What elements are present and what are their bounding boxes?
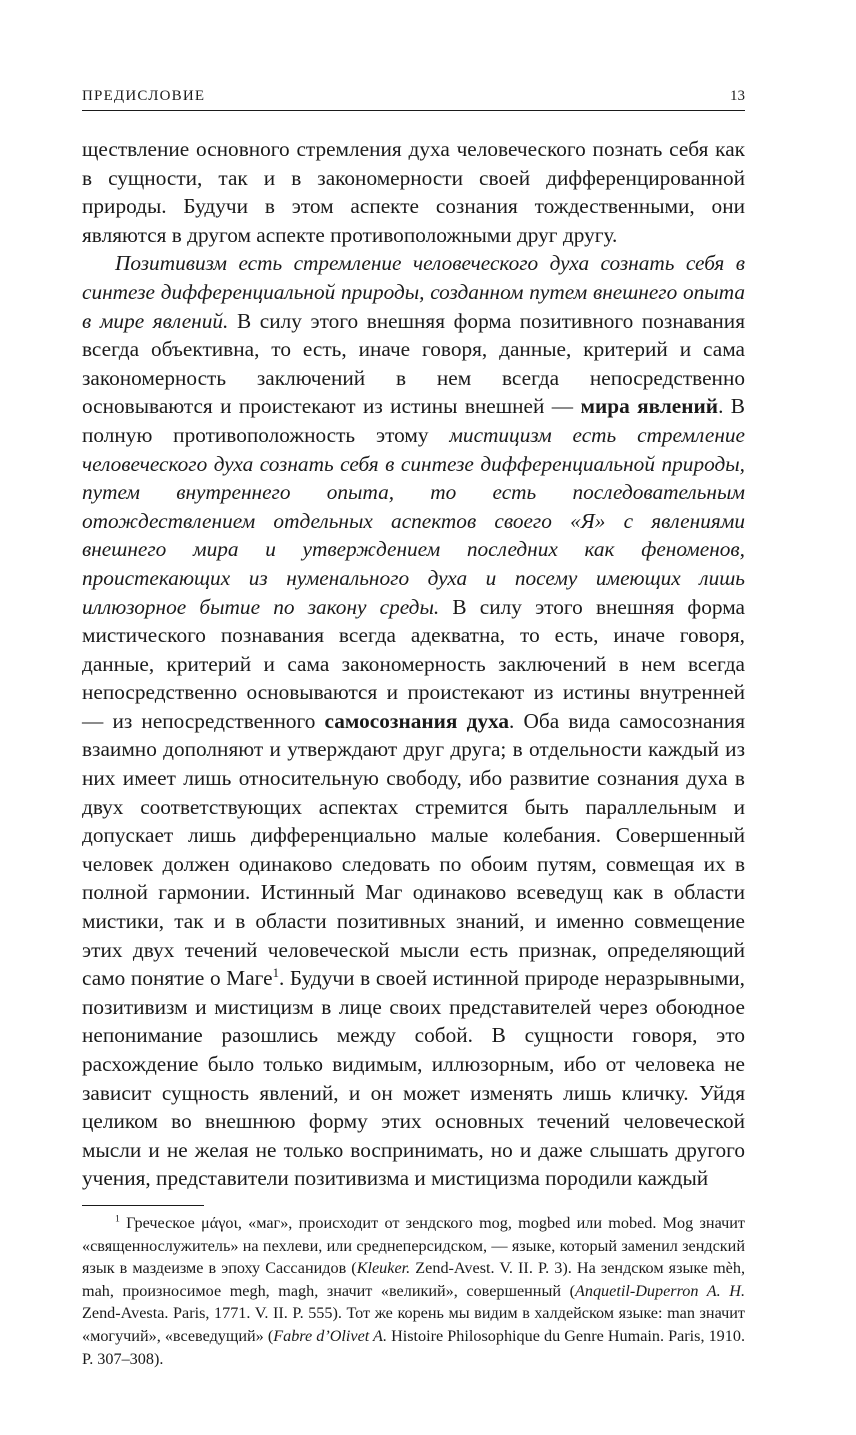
positivism-definition: Позитивизм есть стремление человеческого духа сознать себя в синтезе дифференциальной природы, созданном путем внешнего опыта в мире явлений. (82, 251, 745, 333)
paragraph-1: ществление основного стремления духа человеческого познать себя как в сущности, так и в закономерности своей дифференцированной природы. Будучи в этом аспекте сознания тождественными, они являются в другом аспекте противоположными друг другу. (82, 137, 745, 247)
citation-author: Anquetil-Duperron A. H. (574, 1281, 745, 1300)
footnote-1 (82, 1212, 745, 1370)
paragraph-2 (82, 249, 745, 1193)
chapter-title: ПРЕДИСЛОВИЕ (82, 88, 206, 104)
text-span: . Оба вида самосознания взаимно дополняют и утверждают друг друга; в отдельности каждый из них имеет лишь относительную свободу, ибо развитие сознания духа в двух соответствующих аспектах стремится быть параллельным и допускает лишь дифференциально малые колебания. Совершенный человек должен одинаково следовать по обоим путям, совмещая их в полной гармонии. Истинный Маг одинаково всеведущ как в области мистики, так и в области позитивных знаний, и именно совмещение этих двух течений человеческой мысли есть признак, определяющий само понятие о Маге (82, 708, 746, 991)
footnote-text: Zend-Avesta. Paris, 1771. V. II. P. 555). Тот же корень мы видим в халдейском языке: man значит «могучий», «всеведущий» ( (82, 1304, 745, 1345)
text-span: . В полную противоположность этому (82, 394, 745, 447)
citation-author: Fabre d’Olivet A. (273, 1326, 387, 1345)
citation-author: Kleuker. (356, 1259, 411, 1278)
footnote-marker: 1 (115, 1213, 120, 1225)
main-text (82, 135, 745, 1193)
footnote-text: Zend-Avest. V. II. P. 3). На зендском языке mèh, mah, произносимое megh, magh, значит «великий», совершенный ( (82, 1259, 745, 1300)
emphasis-self-consciousness: самосознания духа (324, 708, 510, 733)
page-number: 13 (730, 88, 745, 104)
footnote-text: Histoire Philosophique du Genre Humain. Paris, 1910. P. 307–308). (82, 1326, 745, 1368)
footnote-text: Греческое μάγοι, «маг», происходит от зендского mog, mogbed или mobed. Mog значит «священнослужитель» на пехлеви, или среднеперсидском, — языке, который заменил зендский язык в маздеизме в эпоху Сассанидов ( (82, 1213, 745, 1278)
mysticism-definition: мистицизм есть стремление человеческого духа сознать себя в синтезе дифференциальной природы, путем внутреннего опыта, то есть последовательным отождествлением отдельных аспектов своего «Я» с явлениями внешнего мира и утверждением последних как феноменов, проистекающих из нуменального духа и посему имеющих лишь иллюзорное бытие по закону среды. (82, 422, 745, 619)
book-page (82, 88, 745, 1370)
text-span: В силу этого внешняя форма позитивного познавания всегда объективна, то есть, иначе говоря, данные, критерий и сама закономерность заключений в нем всегда непосредственно основываются и проистекают из истины внешней — (82, 308, 745, 419)
text-span: . Будучи в своей истинной природе неразрывными, позитивизм и мистицизм в лице своих представителей через обоюдное непонимание разошлись между собой. В сущности говоря, это расхождение было только видимым, иллюзорным, ибо от человека не зависит сущность явлений, и он может изменять лишь кличку. Уйдя целиком во внешнюю форму этих основных течений человеческой мысли и не желая не только воспринимать, но и даже слышать другого учения, представители позитивизма и мистицизма породили каждый (82, 966, 745, 1191)
text-span: В силу этого внешняя форма мистического познавания всегда адекватна, то есть, иначе говоря, данные, критерий и сама закономерность заключений в нем всегда непосредственно основываются и проистекают из истины внутренней — из непосредственного (82, 594, 745, 733)
footnote-separator (82, 1205, 204, 1206)
footnote-reference[interactable]: 1 (272, 966, 279, 981)
running-header (82, 88, 745, 111)
emphasis-world-of-phenomena: мира явлений (580, 394, 719, 419)
